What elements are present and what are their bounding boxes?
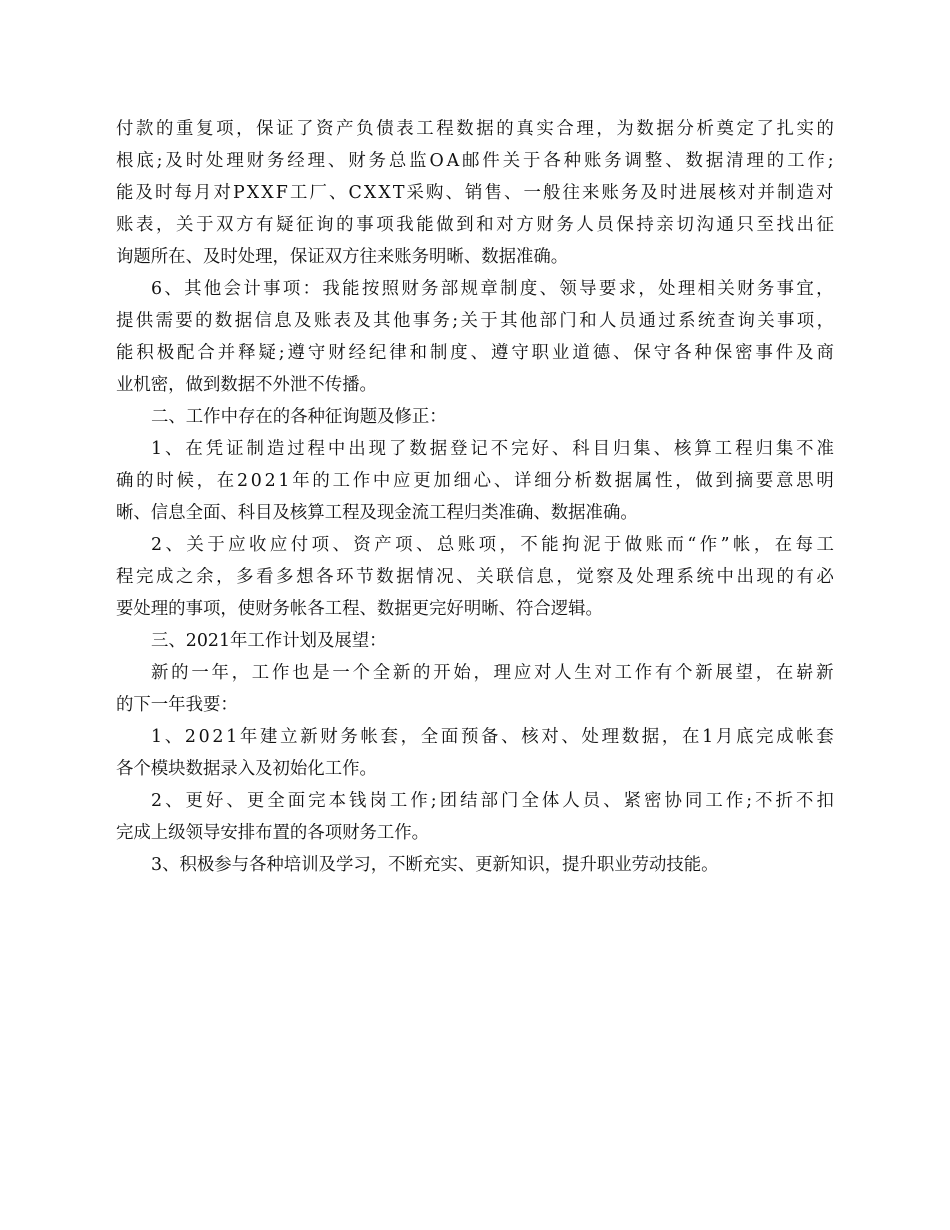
text-line: 能 及 时 每 月 对 P X X F 工 厂 、 C X X T 采 购 、 销 售 、 一 般 往 来 账 务 及 时 进 展 核 对 并 制 造 对 bbox=[116, 183, 834, 203]
text-line: 账 表 ， 关 于 双 方 有 疑 征 询 的 事 项 我 能 做 到 和 对 方 财 务 人 员 保 持 亲 切 沟 通 只 至 找 出 征 bbox=[116, 215, 834, 235]
section-heading: 二、工作中存在的各种征询题及修正： bbox=[151, 407, 447, 427]
text-line: 业机密，做到数据不外泄不传播。 bbox=[116, 375, 377, 395]
text-line: 各个模块数据录入及初始化工作。 bbox=[116, 759, 377, 779]
text-line: 提 供 需 要 的 数 据 信 息 及 账 表 及 其 他 事 务 ; 关 于 其 他 部 门 和 人 员 通 过 系 统 查 询 关 事 项 ， bbox=[116, 311, 834, 331]
text-line: 2 、 关 于 应 收 应 付 项 、 资 产 项 、 总 账 项 ， 不 能 拘 泥 于 做 账 而 “ 作 ” 帐 ， 在 每 工 bbox=[151, 535, 834, 555]
text-line: 6 、 其 他 会 计 事 项 ： 我 能 按 照 财 务 部 规 章 制 度 、 领 导 要 求 ， 处 理 相 关 财 务 事 宜 ， bbox=[151, 279, 834, 299]
text-line: 根 底 ; 及 时 处 理 财 务 经 理 、 财 务 总 监 O A 邮 件 关 于 各 种 账 务 调 整 、 数 据 清 理 的 工 作 ; bbox=[116, 151, 834, 171]
text-line: 新 的 一 年 ， 工 作 也 是 一 个 全 新 的 开 始 ， 理 应 对 人 生 对 工 作 有 个 新 展 望 ， 在 崭 新 bbox=[151, 663, 834, 683]
section-heading: 三、2021年工作计划及展望： bbox=[151, 631, 387, 651]
text-line: 2 、 更 好 、 更 全 面 完 本 钱 岗 工 作 ; 团 结 部 门 全 体 人 员 、 紧 密 协 同 工 作 ; 不 折 不 扣 bbox=[151, 791, 834, 811]
text-line: 1 、 在 凭 证 制 造 过 程 中 出 现 了 数 据 登 记 不 完 好 、 科 目 归 集 、 核 算 工 程 归 集 不 准 bbox=[151, 439, 834, 459]
document-body bbox=[116, 113, 834, 881]
text-line: 确 的 时 候 ， 在 2 0 2 1 年 的 工 作 中 应 更 加 细 心 、 详 细 分 析 数 据 属 性 ， 做 到 摘 要 意 思 明 bbox=[116, 471, 834, 491]
text-line: 的下一年我要： bbox=[116, 695, 238, 715]
text-line: 付 款 的 重 复 项 ， 保 证 了 资 产 负 债 表 工 程 数 据 的 真 实 合 理 ， 为 数 据 分 析 奠 定 了 扎 实 的 bbox=[116, 119, 834, 139]
text-line: 完成上级领导安排布置的各项财务工作。 bbox=[116, 823, 430, 843]
text-line: 晰、信息全面、科目及核算工程及现金流工程归类准确、数据准确。 bbox=[116, 503, 638, 523]
text-line: 要处理的事项，使财务帐各工程、数据更完好明晰、符合逻辑。 bbox=[116, 599, 603, 619]
text-line: 能 积 极 配 合 并 释 疑 ; 遵 守 财 经 纪 律 和 制 度 、 遵 守 职 业 道 德 、 保 守 各 种 保 密 事 件 及 商 bbox=[116, 343, 834, 363]
text-line: 程 完 成 之 余 ， 多 看 多 想 各 环 节 数 据 情 况 、 关 联 信 息 ， 觉 察 及 处 理 系 统 中 出 现 的 有 必 bbox=[116, 567, 834, 587]
text-line: 询题所在、及时处理，保证双方往来账务明晰、数据准确。 bbox=[116, 247, 569, 267]
text-line: 1 、 2 0 2 1 年 建 立 新 财 务 帐 套 ， 全 面 预 备 、 核 对 、 处 理 数 据 ， 在 1 月 底 完 成 帐 套 bbox=[151, 727, 834, 747]
text-line: 3、积极参与各种培训及学习，不断充实、更新知识，提升职业劳动技能。 bbox=[151, 855, 719, 875]
